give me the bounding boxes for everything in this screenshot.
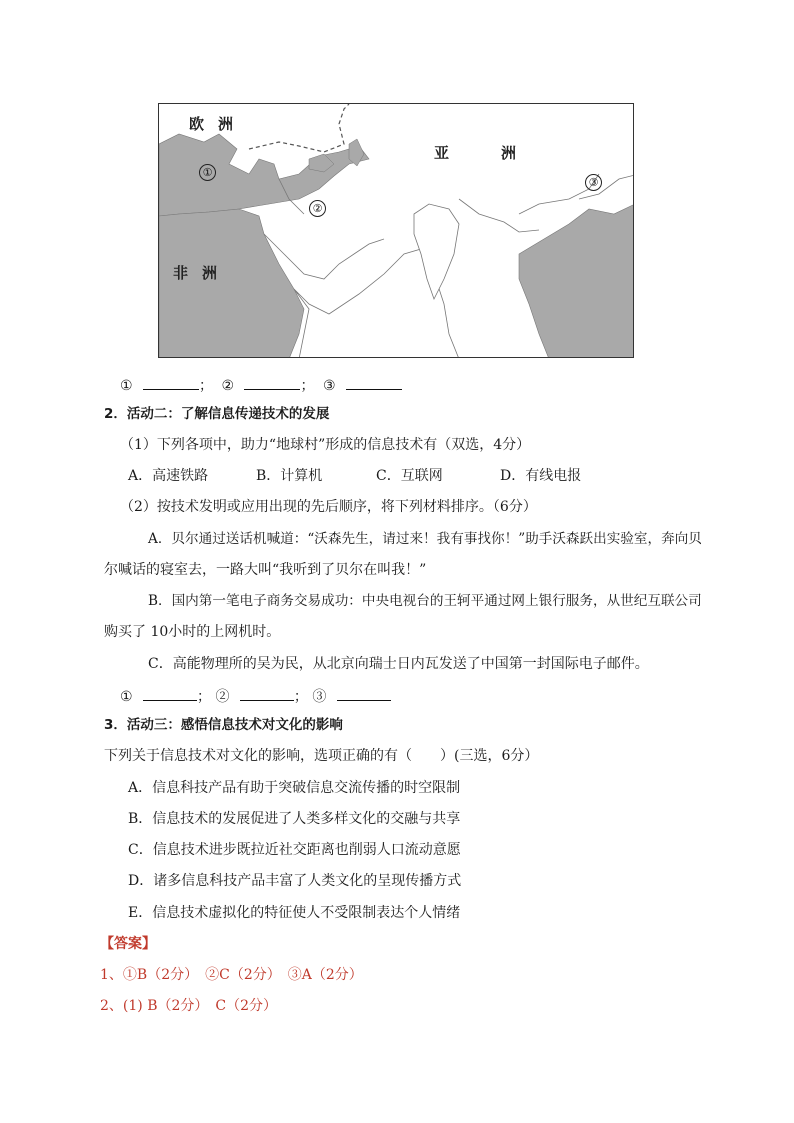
map-marker-1: ①: [199, 164, 216, 181]
q3-option-e: E．信息技术虚拟化的特征使人不受限制表达个人情绪: [128, 905, 461, 921]
answer-1: 1、①B（2分） ②C（2分） ③A（2分）: [100, 967, 363, 983]
q1-marker-2: ②: [221, 378, 235, 394]
q2-blank-3[interactable]: [337, 686, 391, 701]
q3-option-a: A．信息科技产品有助于突破信息交流传播的时空限制: [128, 780, 461, 796]
q2-blank-2[interactable]: [240, 686, 294, 701]
q2-marker-2: ②: [215, 689, 230, 705]
q2-marker-1: ①: [120, 689, 133, 705]
q2-blanks-line: [120, 686, 391, 706]
q2-sep-2: ；: [293, 689, 308, 705]
q2-material-a-line1: A．贝尔通过送话机喊道：“沃森先生，请过来！我有事找你！”助手沃森跃出实验室，奔向贝: [148, 531, 702, 547]
q2-material-a-line2: 尔喊话的寝室去，一路大叫“我听到了贝尔在叫我！”: [104, 562, 427, 578]
q3-stem: 下列关于信息技术对文化的影响，选项正确的有（ ）(三选，6分）: [104, 748, 539, 764]
asia-label: 亚洲: [434, 144, 569, 162]
q1-marker-3: ③: [322, 378, 336, 394]
africa-label: 非洲: [173, 264, 232, 282]
map-marker-3: ③: [585, 174, 602, 191]
q2-option-d: D．有线电报: [500, 468, 582, 484]
q3-option-b: B．信息技术的发展促进了人类多样文化的交融与共享: [128, 811, 461, 827]
q2-options1: [128, 467, 581, 485]
q1-sep-1: ；: [199, 378, 214, 394]
q2-sub1: （1）下列各项中，助力“地球村”形成的信息技术有（双选，4分）: [120, 437, 531, 453]
answer-heading: 【答案】: [100, 936, 156, 952]
answer-2: 2、(1) B（2分） C（2分）: [100, 998, 278, 1014]
q2-material-b-line2: 购买了 10小时的上网机时。: [104, 624, 281, 640]
q1-sep-2: ；: [300, 378, 315, 394]
q2-sub2: （2）按技术发明或应用出现的先后顺序，将下列材料排序。（6分）: [120, 499, 537, 515]
q2-marker-3: ③: [312, 689, 327, 705]
map-marker-2: ②: [309, 200, 326, 217]
q2-title: 2．活动二：了解信息传递技术的发展: [104, 406, 330, 422]
q3-option-c: C．信息技术进步既拉近社交距离也削弱人口流动意愿: [128, 842, 461, 858]
q2-option-a: A．高速铁路: [128, 468, 209, 484]
q1-blanks-line: [120, 375, 402, 395]
q3-option-d: D．诸多信息科技产品丰富了人类文化的呈现传播方式: [128, 873, 462, 889]
q2-option-b: B．计算机: [256, 468, 323, 484]
q3-title: 3．活动三：感悟信息技术对文化的影响: [104, 717, 343, 733]
q2-material-b-line1: B．国内第一笔电子商务交易成功：中央电视台的王轲平通过网上银行服务，从世纪互联公司: [148, 593, 702, 609]
q1-blank-2[interactable]: [244, 375, 300, 390]
q2-material-c: C．高能物理所的吴为民，从北京向瑞士日内瓦发送了中国第一封国际电子邮件。: [148, 656, 649, 672]
q2-option-c: C．互联网: [376, 468, 443, 484]
q2-blank-1[interactable]: [143, 686, 197, 701]
q1-marker-1: ①: [120, 378, 133, 394]
q1-blank-1[interactable]: [143, 375, 199, 390]
europe-label: 欧洲: [189, 115, 248, 133]
map-figure: [158, 103, 634, 358]
q2-sep-1: ；: [197, 689, 212, 705]
q1-blank-3[interactable]: [346, 375, 402, 390]
